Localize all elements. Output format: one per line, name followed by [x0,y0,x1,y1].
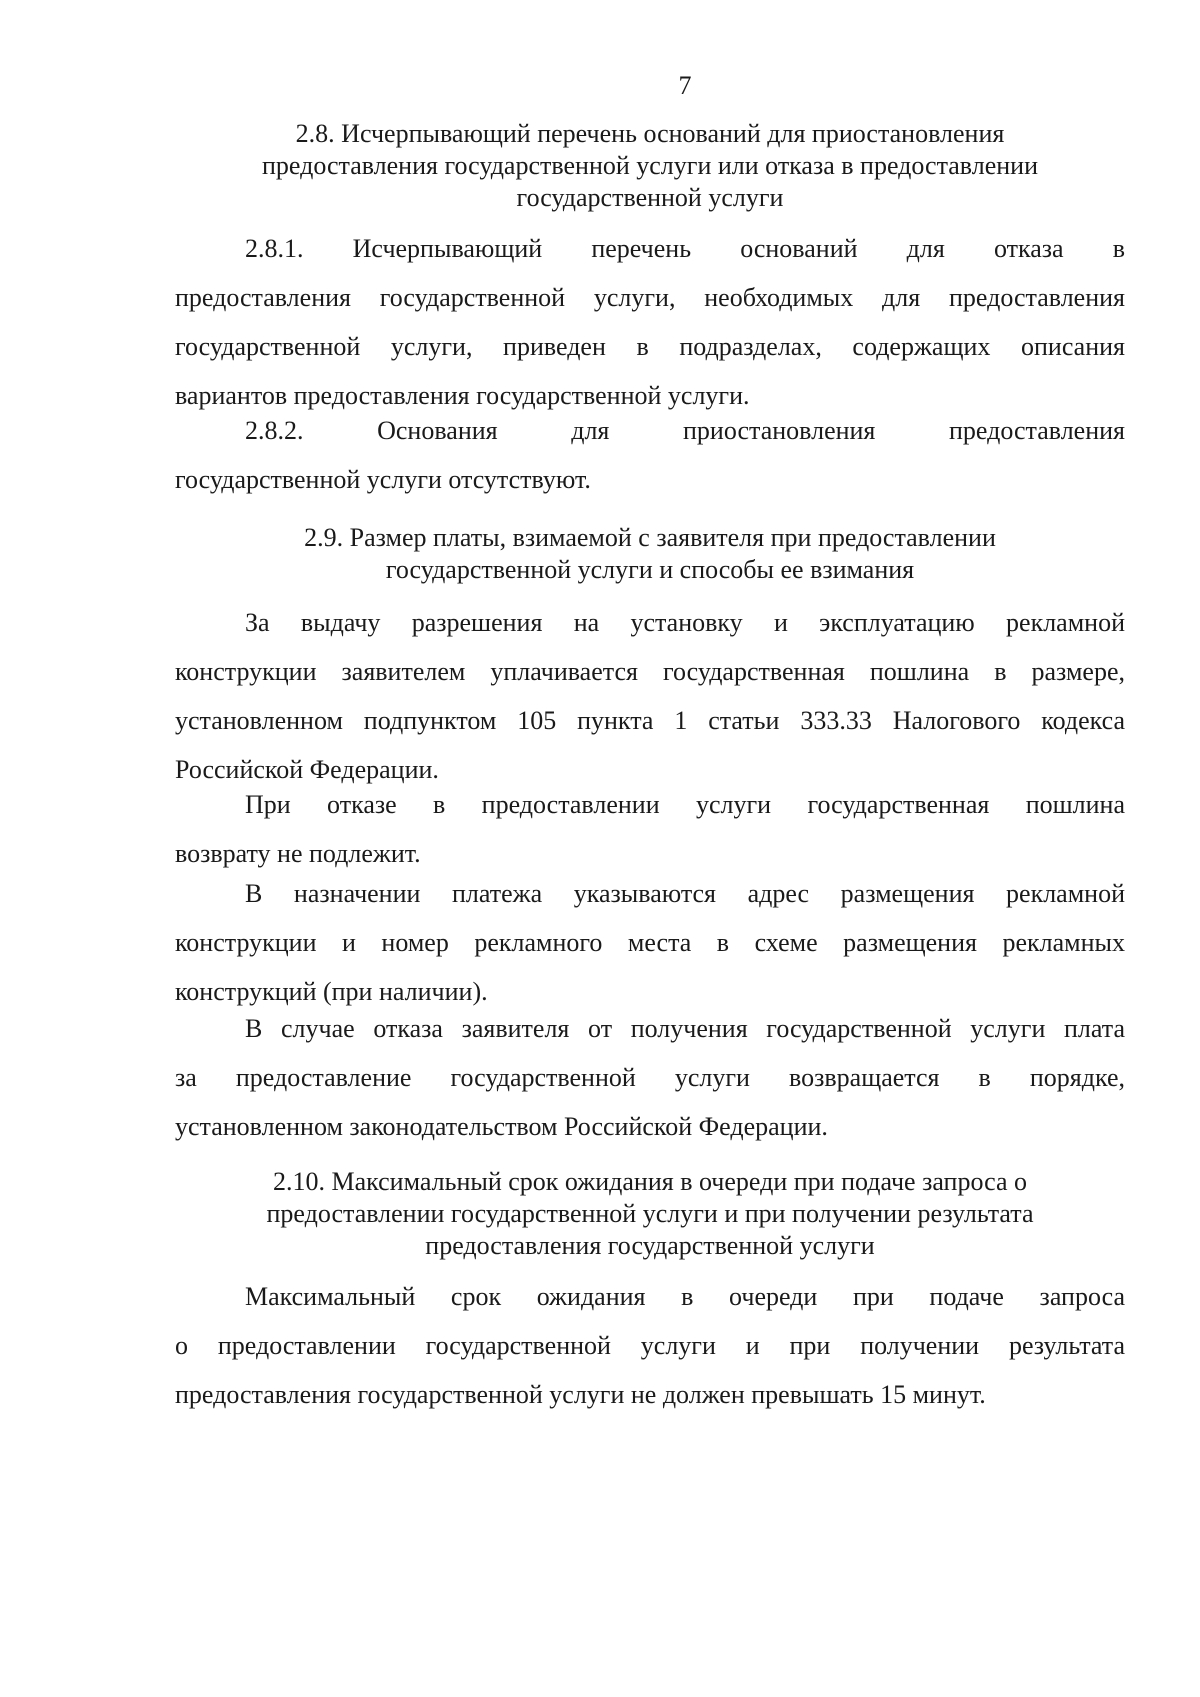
paragraph-line: государственной услуги отсутствуют. [175,465,591,494]
section-heading-2-10 [175,1166,1125,1262]
paragraph-2-9-return [175,1004,1125,1151]
paragraph-2-8-1 [175,224,1125,420]
paragraph-line: Российской Федерации. [175,755,439,784]
paragraph-line: В назначении платежа указываются адрес размещения рекламной [245,879,1125,908]
paragraph-line: вариантов предоставления государственной услуги. [175,381,750,410]
section-heading-2-9 [175,522,1125,586]
paragraph-line: за предоставление государственной услуги возвращается в порядке, [175,1063,1125,1092]
paragraph-line: При отказе в предоставлении услуги государственная пошлина [245,790,1125,819]
paragraph-line: предоставления государственной услуги, необходимых для предоставления [175,283,1125,312]
paragraph-line: 2.8.1. Исчерпывающий перечень оснований для отказа в [245,234,1125,263]
paragraph-line: о предоставлении государственной услуги и при получении результата [175,1331,1125,1360]
paragraph-2-10-wait-time [175,1272,1125,1419]
paragraph-line: В случае отказа заявителя от получения государственной услуги плата [245,1014,1125,1043]
heading-line: 2.10. Максимальный срок ожидания в очереди при подаче запроса о [272,1167,1028,1196]
heading-line: предоставления государственной услуги или отказа в предоставлении [261,151,1038,180]
paragraph-2-8-2 [175,406,1125,504]
paragraph-line: конструкций (при наличии). [175,977,488,1006]
heading-line: 2.8. Исчерпывающий перечень оснований для приостановления [295,119,1005,148]
paragraph-line: За выдачу разрешения на установку и эксплуатацию рекламной [245,608,1125,637]
page-number: 7 [678,71,692,100]
paragraph-line: государственной услуги, приведен в подразделах, содержащих описания [175,332,1125,361]
heading-line: государственной услуги [516,183,784,212]
paragraph-line: конструкции и номер рекламного места в схеме размещения рекламных [175,928,1125,957]
paragraph-line: установленном законодательством Российской Федерации. [175,1112,828,1141]
paragraph-2-9-refusal [175,780,1125,878]
paragraph-line: 2.8.2. Основания для приостановления предоставления [245,416,1125,445]
heading-line: предоставления государственной услуги [425,1231,875,1260]
section-heading-2-8 [175,118,1125,214]
paragraph-line: установленном подпунктом 105 пункта 1 статьи 333.33 Налогового кодекса [175,706,1125,735]
paragraph-2-9-payment-purpose [175,869,1125,1016]
paragraph-line: возврату не подлежит. [175,839,421,868]
paragraph-line: Максимальный срок ожидания в очереди при подаче запроса [245,1282,1125,1311]
heading-line: 2.9. Размер платы, взимаемой с заявителя при предоставлении [304,523,996,552]
heading-line: предоставлении государственной услуги и при получении результата [266,1199,1034,1228]
heading-line: государственной услуги и способы ее взимания [385,555,915,584]
paragraph-line: предоставления государственной услуги не должен превышать 15 минут. [175,1380,986,1409]
paragraph-line: конструкции заявителем уплачивается государственная пошлина в размере, [175,657,1125,686]
paragraph-2-9-fee [175,598,1125,794]
